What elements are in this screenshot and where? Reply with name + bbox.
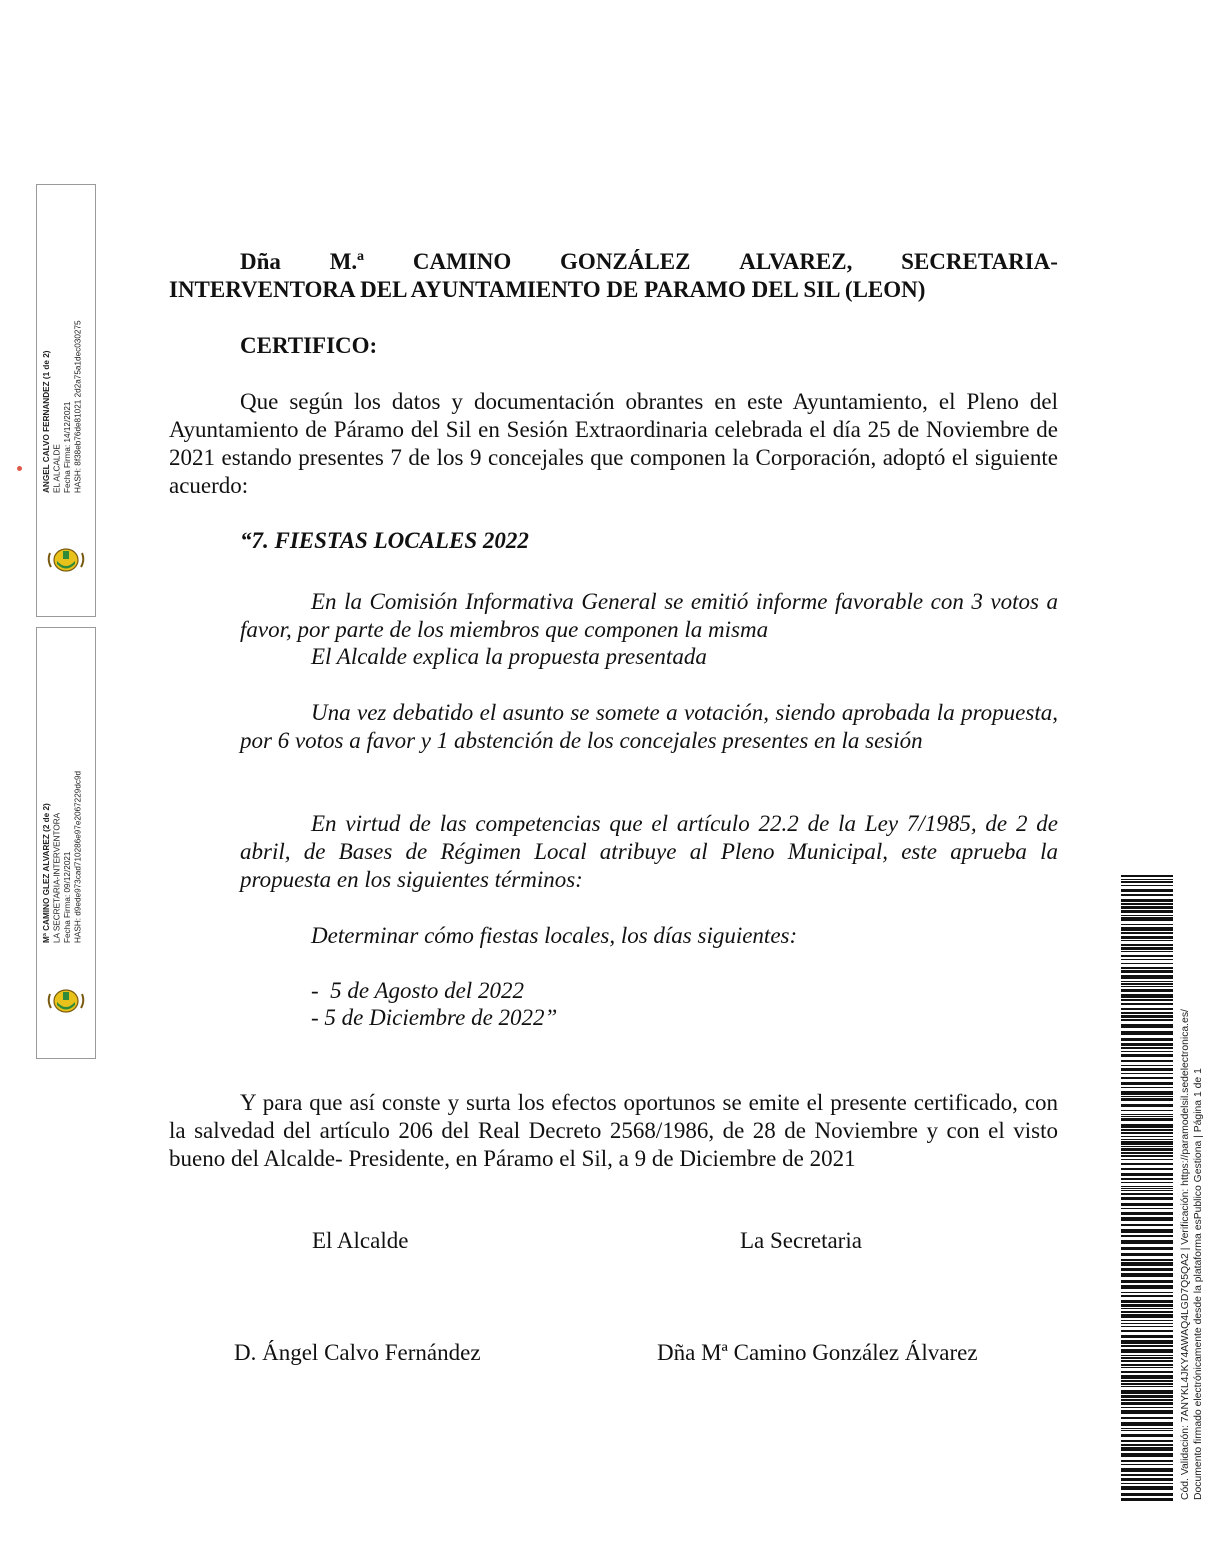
intro-paragraph: Que según los datos y documentación obrantes en este Ayuntamiento, el Pleno del Ayuntamiento de Páramo del Sil en Sesión Extraordinaria celebrada el día 25 de Noviembre de 2021 estando presentes 7 de los 9 concejales que componen la Corporación, adoptó el siguiente acuerdo: <box>169 389 1058 498</box>
barcode-bar <box>1121 1295 1173 1297</box>
barcode-bar <box>1121 1129 1173 1131</box>
barcode-bar <box>1121 994 1173 998</box>
barcode-bar <box>1121 1240 1173 1244</box>
stamp-text-alcalde <box>42 193 97 493</box>
barcode-bar <box>1121 1012 1173 1014</box>
barcode-bar <box>1121 947 1173 950</box>
document-header <box>169 248 1058 304</box>
barcode-bar <box>1121 1091 1173 1095</box>
signature-stamp-secretaria <box>36 627 96 1059</box>
barcode-bar <box>1121 1410 1173 1414</box>
barcode-bar <box>1121 1163 1173 1165</box>
barcode-bar <box>1121 1314 1173 1318</box>
barcode-bar <box>1121 1229 1173 1233</box>
barcode-bar <box>1121 1349 1173 1353</box>
barcode-bar <box>1121 1019 1173 1021</box>
barcode-bar <box>1121 1375 1173 1379</box>
barcode-bar <box>1121 1065 1173 1066</box>
barcode-bar <box>1121 1212 1173 1215</box>
header-word: Dña <box>240 249 281 274</box>
barcode-bar <box>1121 1118 1173 1121</box>
barcode-bar <box>1121 1285 1173 1289</box>
barcode-bar <box>1121 1096 1173 1097</box>
barcode-bar <box>1121 1073 1173 1074</box>
barcode-bar <box>1121 944 1173 946</box>
barcode-bar <box>1121 1224 1173 1226</box>
barcode-bar <box>1121 1460 1173 1462</box>
barcode-bar <box>1121 1203 1173 1206</box>
municipal-seal-icon <box>46 545 86 573</box>
barcode-bar <box>1121 1031 1173 1035</box>
barcode-bar <box>1121 894 1173 896</box>
barcode-bar <box>1121 1235 1173 1237</box>
barcode-bar <box>1121 1474 1173 1476</box>
stamp-text-secretaria <box>42 728 97 943</box>
barcode-bar <box>1121 1104 1173 1107</box>
barcode-bar <box>1121 936 1173 939</box>
barcode-bar <box>1121 881 1173 883</box>
barcode-bar <box>1121 917 1173 921</box>
barcode-bar <box>1121 1008 1173 1010</box>
barcode-bar <box>1121 1330 1173 1332</box>
margin-mark-dot <box>17 466 22 471</box>
barcode-bar <box>1121 1311 1173 1313</box>
barcode-bar <box>1121 1273 1173 1277</box>
barcode-bar <box>1121 1132 1173 1134</box>
barcode-bar <box>1121 1186 1173 1187</box>
barcode-bar <box>1121 1447 1173 1451</box>
header-word: SECRETARIA- <box>901 249 1058 274</box>
barcode-bar <box>1121 1116 1173 1117</box>
agreement-paragraph-1b: El Alcalde explica la propuesta presentada <box>311 644 707 669</box>
barcode-bar <box>1121 1402 1173 1405</box>
barcode-bar <box>1121 1253 1173 1256</box>
agreement-paragraph-2: Una vez debatido el asunto se somete a votación, siendo aprobada la propuesta, por 6 votos a favor y 1 abstención de los concejales presentes en la sesión <box>240 700 1058 753</box>
barcode-bar <box>1121 915 1173 916</box>
barcode-bar <box>1121 1015 1173 1018</box>
signature-name-alcalde: D. Ángel Calvo Fernández <box>234 1340 481 1365</box>
barcode-bar <box>1121 1124 1173 1128</box>
barcode-bar <box>1121 1152 1173 1154</box>
barcode-bar <box>1121 1355 1173 1356</box>
barcode-bar <box>1121 1190 1173 1191</box>
agreement-paragraph-1: En la Comisión Informativa General se emitió informe favorable con 3 votos a favor, por parte de los miembros que componen la misma <box>240 589 1058 642</box>
barcode-bar <box>1121 1173 1173 1176</box>
signature-role-secretaria: La Secretaria <box>740 1228 862 1253</box>
barcode-bar <box>1121 1308 1173 1309</box>
barcode-bar <box>1121 1407 1173 1408</box>
barcode-bar <box>1121 1114 1173 1115</box>
header-word: CAMINO <box>412 249 512 274</box>
barcode-bar <box>1121 1493 1173 1496</box>
barcode <box>1121 875 1173 1501</box>
barcode-bar <box>1121 955 1173 957</box>
barcode-bar <box>1121 1182 1173 1183</box>
stamp-hash: HASH: 8f38eb76de81021 2d2a75a1dec030275 <box>73 320 83 493</box>
barcode-bar <box>1121 1146 1173 1147</box>
barcode-bar <box>1121 1422 1173 1426</box>
verification-caption <box>1179 928 1209 1500</box>
barcode-bar <box>1121 1043 1173 1046</box>
header-line-2: INTERVENTORA DEL AYUNTAMIENTO DE PARAMO DEL SIL (LEON) <box>169 277 926 302</box>
barcode-bar <box>1121 889 1173 892</box>
signature-stamp-alcalde <box>36 184 96 617</box>
stamp-signer-name: Mª CAMINO GLEZ ALVAREZ (2 de 2) <box>42 803 51 943</box>
header-word: ALVAREZ, <box>739 249 853 274</box>
barcode-bar <box>1121 903 1173 905</box>
barcode-bar <box>1121 910 1173 913</box>
barcode-bar <box>1121 1300 1173 1303</box>
barcode-bar <box>1121 1417 1173 1419</box>
agreement-paragraph-3: En virtud de las competencias que el artículo 22.2 de la Ley 7/1985, de 2 de abril, de Bases de Régimen Local atribuye al Pleno Municipal, este aprueba la propuesta en los siguientes términos: <box>240 811 1058 892</box>
barcode-bar <box>1121 983 1173 985</box>
barcode-bar <box>1121 967 1173 969</box>
barcode-bar <box>1121 1390 1173 1394</box>
holiday-date-1: - 5 de Agosto del 2022 <box>311 978 524 1003</box>
certifico-heading: CERTIFICO: <box>240 333 378 358</box>
barcode-bar <box>1121 879 1173 880</box>
signature-name-secretaria: Dña Mª Camino González Álvarez <box>657 1340 978 1365</box>
barcode-bar <box>1121 1262 1173 1266</box>
barcode-bar <box>1121 1357 1173 1359</box>
barcode-bar <box>1121 1371 1173 1373</box>
barcode-bar <box>1121 927 1173 931</box>
barcode-bar <box>1121 1003 1173 1005</box>
barcode-bar <box>1121 1268 1173 1271</box>
barcode-bar <box>1121 1367 1173 1368</box>
barcode-bar <box>1121 1148 1173 1151</box>
barcode-bar <box>1121 1159 1173 1160</box>
barcode-bar <box>1121 1068 1173 1071</box>
holiday-date-2: - 5 de Diciembre de 2022” <box>311 1005 558 1030</box>
barcode-bar <box>1121 1280 1173 1283</box>
header-word: M.ª <box>329 249 365 274</box>
municipal-seal-icon <box>46 986 86 1014</box>
signature-role-alcalde: El Alcalde <box>312 1228 409 1253</box>
barcode-bar <box>1121 1217 1173 1221</box>
barcode-bar <box>1121 959 1173 960</box>
barcode-bar <box>1121 1323 1173 1324</box>
barcode-bar <box>1121 932 1173 934</box>
barcode-bar <box>1121 1038 1173 1041</box>
barcode-bar <box>1121 1326 1173 1327</box>
barcode-bar <box>1121 1383 1173 1385</box>
stamp-signer-role: LA SECRETARIA-INTERVENTORA <box>52 812 62 943</box>
barcode-bar <box>1121 1345 1173 1347</box>
barcode-bar <box>1121 1168 1173 1170</box>
header-word: GONZÁLEZ <box>560 249 691 274</box>
barcode-bar <box>1121 1060 1173 1062</box>
barcode-bar <box>1121 970 1173 973</box>
barcode-bar <box>1121 981 1173 982</box>
barcode-bar <box>1121 1136 1173 1137</box>
barcode-bar <box>1121 986 1173 987</box>
stamp-signer-name: ANGEL CALVO FERNANDEZ (1 de 2) <box>42 350 51 493</box>
barcode-bar <box>1121 1478 1173 1481</box>
barcode-bar <box>1121 1464 1173 1465</box>
barcode-bar <box>1121 1054 1173 1057</box>
barcode-bar <box>1121 1110 1173 1111</box>
header-line-1 <box>169 248 1058 276</box>
barcode-bar <box>1121 1292 1173 1293</box>
barcode-bar <box>1121 963 1173 964</box>
barcode-bar <box>1121 1340 1173 1344</box>
verification-line-2: Documento firmado electrónicamente desde la plataforma esPublico Gestiona | Página 1 de 1 <box>1193 1068 1204 1500</box>
barcode-bar <box>1121 951 1173 952</box>
barcode-bar <box>1121 924 1173 925</box>
stamp-signer-role: EL ALCALDE <box>52 444 62 493</box>
barcode-bar <box>1121 1486 1173 1490</box>
barcode-bar <box>1121 1335 1173 1338</box>
barcode-bar <box>1121 1139 1173 1140</box>
barcode-bar <box>1121 1197 1173 1200</box>
barcode-bar <box>1121 1077 1173 1079</box>
barcode-bar <box>1121 1098 1173 1101</box>
barcode-bar <box>1121 1193 1173 1195</box>
stamp-sign-date: Fecha Firma: 14/12/2021 <box>63 401 72 493</box>
barcode-bar <box>1121 1208 1173 1209</box>
barcode-bar <box>1121 1453 1173 1457</box>
barcode-bar <box>1121 1395 1173 1398</box>
stamp-sign-date: Fecha Firma: 09/12/2021 <box>63 851 72 943</box>
barcode-bar <box>1121 1434 1173 1437</box>
barcode-bar <box>1121 1399 1173 1401</box>
barcode-bar <box>1121 1430 1173 1431</box>
barcode-bar <box>1121 1024 1173 1028</box>
agreement-paragraph-4: Determinar cómo fiestas locales, los días siguientes: <box>311 923 798 948</box>
barcode-bar <box>1121 1259 1173 1261</box>
barcode-bar <box>1121 1304 1173 1307</box>
barcode-bar <box>1121 1380 1173 1382</box>
barcode-bar <box>1121 899 1173 902</box>
agreement-title: “7. FIESTAS LOCALES 2022 <box>240 528 529 553</box>
barcode-bar <box>1121 1188 1173 1189</box>
barcode-bar <box>1121 940 1173 941</box>
barcode-bar <box>1121 1428 1173 1429</box>
barcode-bar <box>1121 1047 1173 1049</box>
barcode-bar <box>1121 989 1173 992</box>
barcode-bar <box>1121 1082 1173 1085</box>
barcode-bar <box>1121 1178 1173 1180</box>
barcode-bar <box>1121 1155 1173 1157</box>
verification-line-1: Cód. Validación: 7ANYKL4JKY4AWAQ4LGD7Q5QA2 | Verificación: https://paramodelsil.sedelectronica.es/ <box>1180 1009 1191 1500</box>
barcode-bar <box>1121 1141 1173 1145</box>
barcode-bar <box>1121 1444 1173 1446</box>
barcode-bar <box>1121 1468 1173 1472</box>
barcode-bar <box>1121 1087 1173 1088</box>
closing-paragraph: Y para que así conste y surta los efectos oportunos se emite el presente certificado, con la salvedad del artículo 206 del Real Decreto 2568/1986, de 28 de Noviembre y con el visto bueno del Alcalde- Presidente, en Páramo el Sil, a 9 de Diciembre de 2021 <box>169 1090 1058 1171</box>
barcode-bar <box>1121 1483 1173 1484</box>
barcode-bar <box>1121 1440 1173 1442</box>
barcode-bar <box>1121 1498 1173 1501</box>
barcode-bar <box>1121 1320 1173 1321</box>
stamp-hash: HASH: d9ede973cad710286e97e2067229dc9d <box>73 770 83 943</box>
barcode-bar <box>1121 1364 1173 1366</box>
barcode-bar <box>1121 1386 1173 1387</box>
barcode-bar <box>1121 1360 1173 1362</box>
barcode-bar <box>1121 1051 1173 1052</box>
barcode-bar <box>1121 875 1173 877</box>
barcode-bar <box>1121 999 1173 1001</box>
barcode-bar <box>1121 885 1173 886</box>
barcode-bar <box>1121 975 1173 979</box>
barcode-bar <box>1121 1247 1173 1250</box>
barcode-bar <box>1121 906 1173 909</box>
